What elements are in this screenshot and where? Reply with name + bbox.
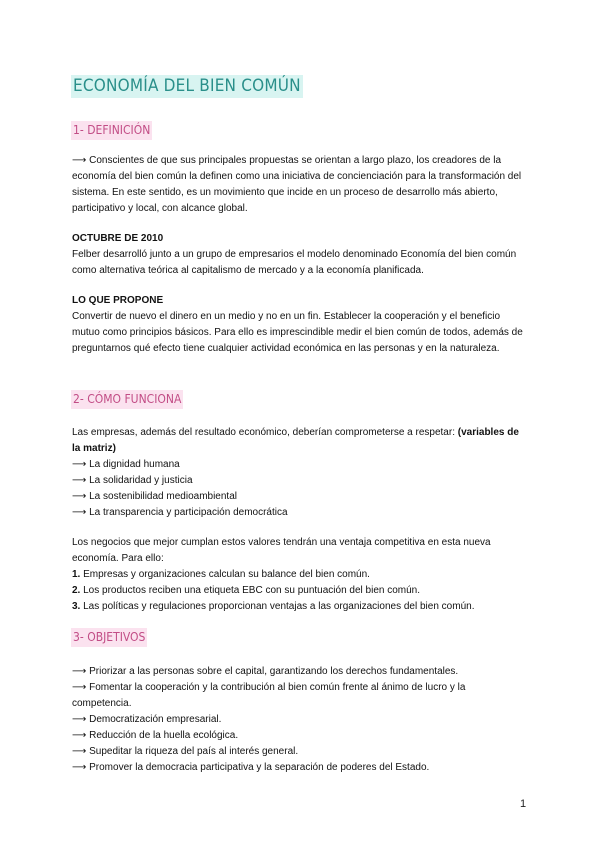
como-funciona-intro xyxy=(72,425,527,457)
step-number: 2. xyxy=(72,585,81,596)
octubre-heading: OCTUBRE DE 2010 xyxy=(72,233,164,244)
negocios-text: Los negocios que mejor cumplan estos valores tendrán una ventaja competitiva en esta nueva economía. Para ello: xyxy=(72,537,491,564)
objetivo-item: ⟶ Fomentar la cooperación y la contribución al bien común frente al ánimo de lucro y la competencia. xyxy=(72,682,466,709)
definicion-body xyxy=(72,153,527,357)
step-item xyxy=(72,583,527,599)
objetivo-item: ⟶ Reducción de la huella ecológica. xyxy=(72,730,239,741)
objetivo-item: ⟶ Priorizar a las personas sobre el capital, garantizando los derechos fundamentales. xyxy=(72,666,459,677)
objetivos-body xyxy=(72,664,527,776)
objetivo-item: ⟶ Promover la democracia participativa y la separación de poderes del Estado. xyxy=(72,762,430,773)
value-item: ⟶ La sostenibilidad medioambiental xyxy=(72,491,237,502)
step-text: Los productos reciben una etiqueta EBC con su puntuación del bien común. xyxy=(80,585,421,596)
como-funciona-intro-text: Las empresas, además del resultado económico, deberían comprometerse a respetar: xyxy=(72,427,458,438)
section-title-como-funciona: 2- CÓMO FUNCIONA xyxy=(71,390,183,409)
step-number: 1. xyxy=(72,569,81,580)
step-text: Las políticas y regulaciones proporcionan ventajas a las organizaciones del bien común. xyxy=(80,601,475,612)
objetivo-item: ⟶ Supeditar la riqueza del país al interés general. xyxy=(72,746,299,757)
step-number: 3. xyxy=(72,601,81,612)
como-funciona-body xyxy=(72,425,527,615)
section-title-objetivos: 3- OBJETIVOS xyxy=(71,628,147,647)
value-item: ⟶ La transparencia y participación democrática xyxy=(72,507,288,518)
value-item: ⟶ La dignidad humana xyxy=(72,459,180,470)
step-item xyxy=(72,567,527,583)
variables-matriz-label: (variables de la matriz) xyxy=(72,427,519,454)
step-item xyxy=(72,599,527,615)
step-text: Empresas y organizaciones calculan su balance del bien común. xyxy=(80,569,370,580)
octubre-text: Felber desarrolló junto a un grupo de empresarios el modelo denominado Economía del bien común como alternativa teórica al capitalismo de mercado y a la economía planificada. xyxy=(72,249,517,276)
objetivo-item: ⟶ Democratización empresarial. xyxy=(72,714,222,725)
document-title: ECONOMÍA DEL BIEN COMÚN xyxy=(73,76,301,96)
value-item: ⟶ La solidaridad y justicia xyxy=(72,475,193,486)
propone-text: Convertir de nuevo el dinero en un medio y no en un fin. Establecer la cooperación y el beneficio mutuo como principios básicos. Para ello es imprescindible medir el bien común de todos, además de preguntarnos qué efecto tiene cualquier actividad económica en las personas y en la naturaleza. xyxy=(72,311,523,354)
page-number: 1 xyxy=(520,798,527,810)
definicion-intro: ⟶ Conscientes de que sus principales propuestas se orientan a largo plazo, los creadores de la economía del bien común la definen como una iniciativa de concienciación para la transformación del sistema. En este sentido, es un movimiento que incide en un proceso de desarrollo más abierto, participativo y local, con alcance global. xyxy=(72,155,522,214)
section-title-definicion: 1- DEFINICIÓN xyxy=(71,121,152,140)
propone-heading: LO QUE PROPONE xyxy=(72,295,164,306)
